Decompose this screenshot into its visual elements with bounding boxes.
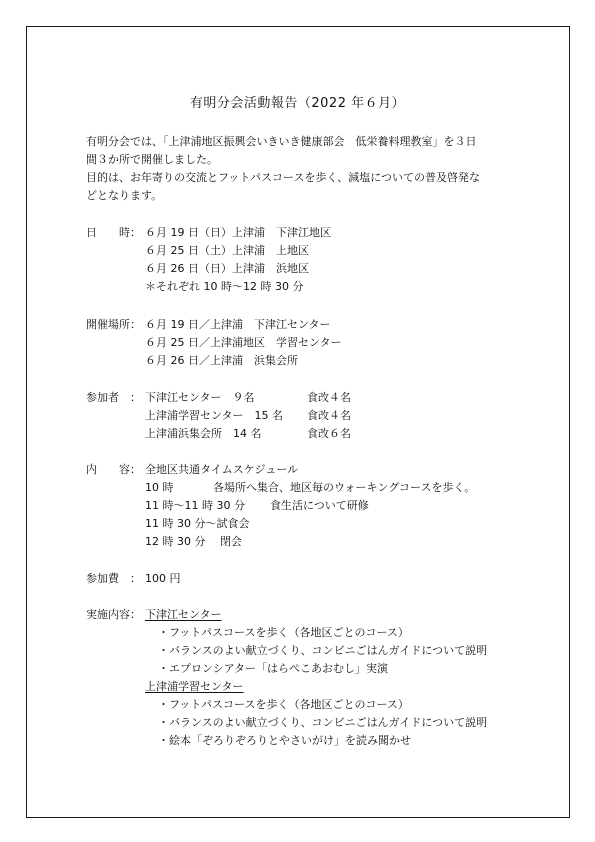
details-section-heading: 上津浦学習センター (145, 680, 244, 693)
participants-place: 下津江センター ９名 (145, 391, 255, 404)
details-label: 実施内容： (86, 608, 141, 621)
content-desc: 閉会 (220, 535, 242, 548)
fee-value: 100 円 (145, 572, 181, 585)
intro-line-4: どとなります。 (86, 189, 163, 202)
venue-item: ６月 25 日／上津浦地区 学習センター (145, 336, 342, 349)
intro-line-1: 有明分会では、「上津浦地区振興会いきいき健康部会 低栄養料理教室」を３日 (86, 135, 477, 148)
content-time: 12 時 30 分 (145, 535, 206, 548)
details-item: ・バランスのよい献立づくり、コンビニごはんガイドについて説明 (158, 644, 488, 657)
details-item: ・フットパスコースを歩く（各地区ごとのコース） (158, 626, 409, 639)
content-time: 11 時 30 分～試食会 (145, 517, 250, 530)
participants-kaizai: 食改６名 (307, 427, 351, 440)
venue-item: ６月 26 日／上津浦 浜集会所 (145, 354, 298, 367)
details-item: ・バランスのよい献立づくり、コンビニごはんガイドについて説明 (158, 716, 488, 729)
schedule-note: ＊それぞれ 10 時～12 時 30 分 (145, 280, 304, 293)
details-item: ・フットパスコースを歩く（各地区ごとのコース） (158, 698, 409, 711)
schedule-item: ６月 25 日（土）上津浦 上地区 (145, 244, 309, 257)
content-time: 10 時 (145, 481, 174, 494)
participants-kaizai: 食改４名 (307, 391, 351, 404)
fee-label: 参加費 ： (86, 572, 141, 585)
intro-line-2: 間３か所で開催しました。 (86, 153, 218, 166)
participants-place: 上津浦浜集会所 14 名 (145, 427, 262, 440)
content-label: 内 容： (86, 463, 141, 476)
schedule-item: ６月 19 日（日）上津浦 下津江地区 (145, 226, 331, 239)
details-section-heading: 下津江センター (145, 608, 222, 621)
participants-label: 参加者 ： (86, 391, 141, 404)
content-time: 11 時～11 時 30 分 (145, 499, 245, 512)
details-item: ・エプロンシアター「はらぺこあおむし」実演 (158, 662, 388, 675)
content-desc: 食生活について研修 (270, 499, 369, 512)
intro-line-3: 目的は、お年寄りの交流とフットパスコースを歩く、減塩についての普及啓発な (86, 171, 481, 184)
content-header: 全地区共通タイムスケジュール (145, 463, 299, 476)
participants-place: 上津浦学習センター 15 名 (145, 409, 284, 422)
details-item: ・絵本「ぞろりぞろりとやさいがけ」を読み聞かせ (158, 734, 411, 747)
venue-item: ６月 19 日／上津浦 下津江センター (145, 318, 331, 331)
content-desc: 各場所へ集合、地区毎のウォーキングコースを歩く。 (213, 481, 476, 494)
schedule-item: ６月 26 日（日）上津浦 浜地区 (145, 262, 309, 275)
participants-kaizai: 食改４名 (307, 409, 351, 422)
venue-label: 開催場所： (86, 318, 141, 331)
schedule-label: 日 時： (86, 226, 141, 239)
document-title: 有明分会活動報告（2022 年６月） (189, 96, 406, 111)
